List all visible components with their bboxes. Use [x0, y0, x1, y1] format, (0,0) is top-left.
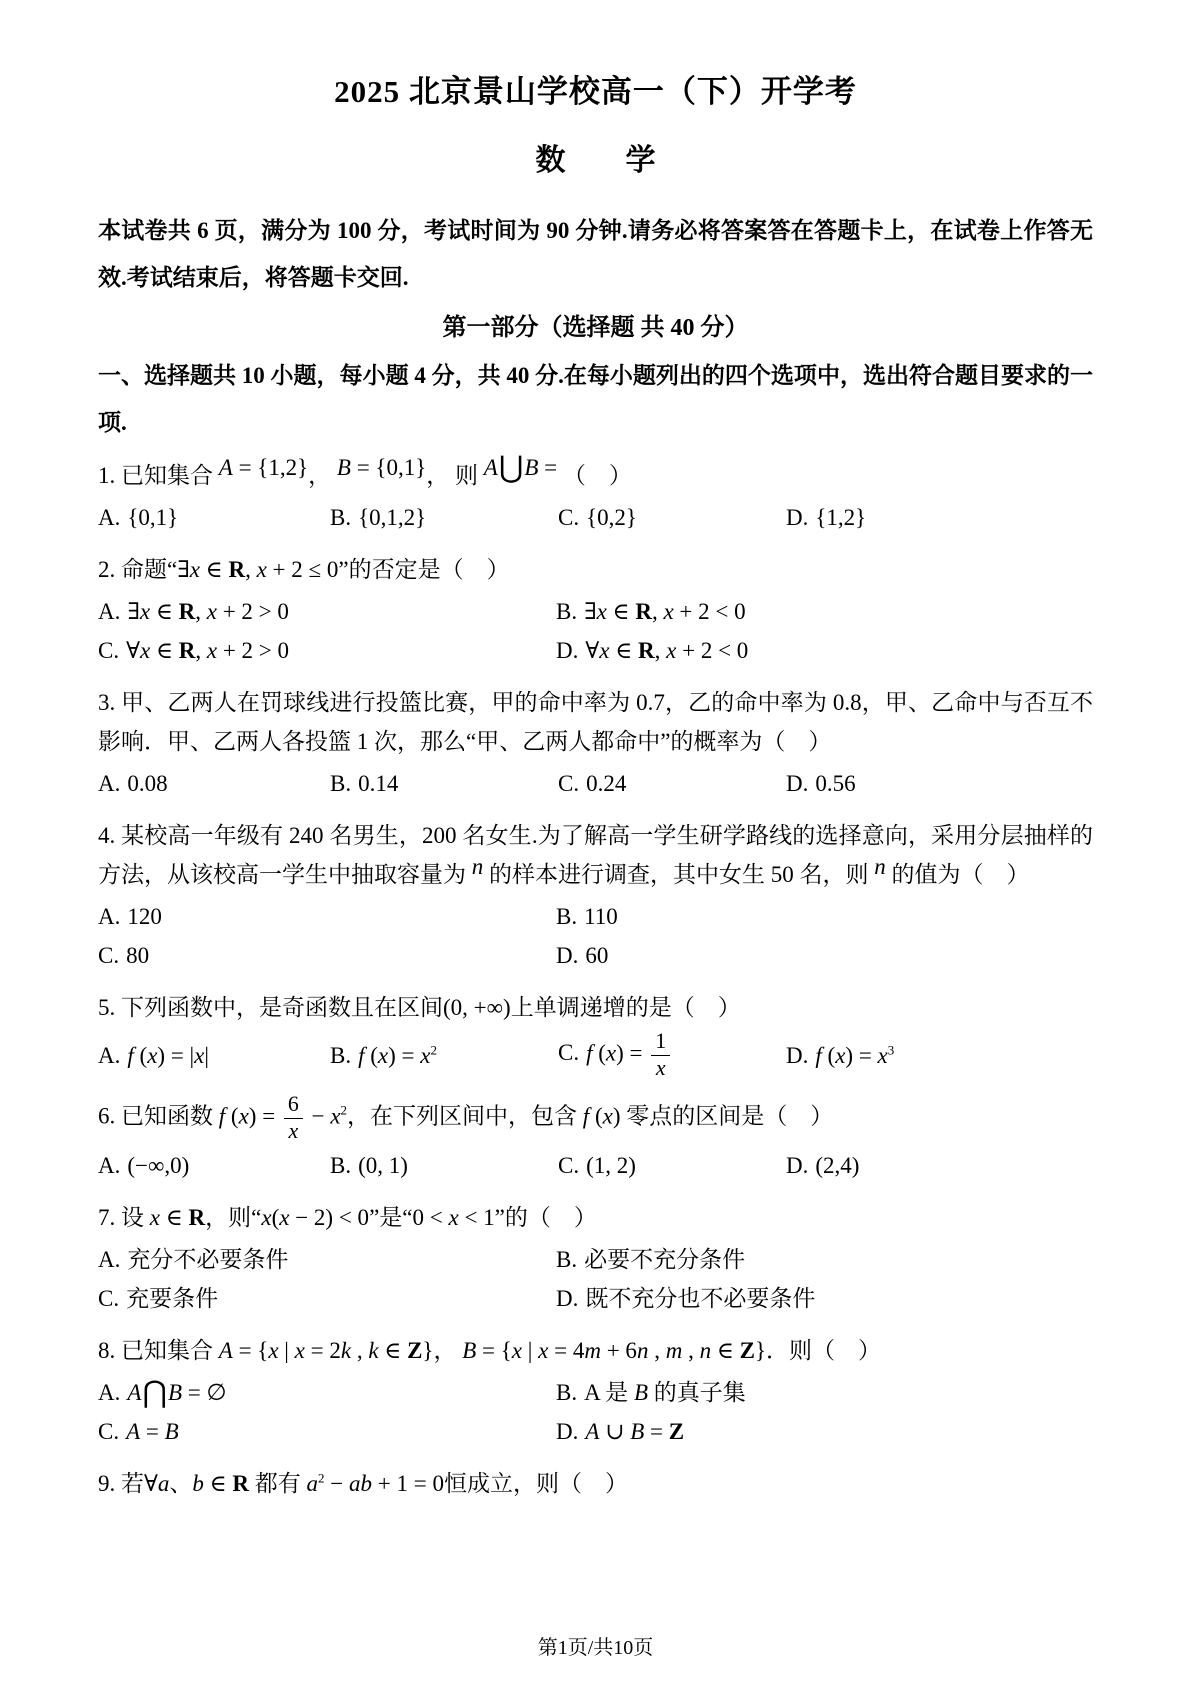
question-1-option-D [786, 498, 1093, 537]
question-1 [98, 451, 1093, 537]
text-segment: ”是“ [369, 1205, 413, 1231]
question-8-option-C [98, 1412, 556, 1451]
math-superscript: 2 [318, 1470, 325, 1486]
text-segment: 0.24 [586, 771, 627, 796]
math-segment: , x + 2 < 0 [654, 638, 749, 663]
question-8-stem [98, 1331, 1093, 1370]
math-segment: n [874, 854, 886, 879]
text-segment: 0.08 [127, 771, 168, 796]
math-segment: ∃x ∈ [127, 599, 179, 624]
option-label: A. [98, 599, 121, 624]
text-segment: （ ） [562, 463, 632, 488]
question-5 [98, 988, 1093, 1080]
option-label: B. [330, 505, 352, 530]
section1-instructions: 一、选择题共 10 小题，每小题 4 分，共 40 分.在每小题列出的四个选项中，选出符合题目要求的一项. [98, 363, 1093, 435]
text-segment: 7. 设 [98, 1205, 150, 1231]
text-segment: 的样本进行调查，其中女生 50 名，则 [483, 862, 875, 887]
math-segment: ∀x ∈ [126, 638, 179, 663]
text-segment: 110 [584, 904, 618, 929]
question-3-stem [98, 683, 1093, 761]
question-7-option-C [98, 1279, 556, 1318]
option-label: A. [98, 1153, 121, 1179]
question-6-option-C [558, 1146, 786, 1185]
text-segment: 2. 命题“ [98, 557, 178, 582]
text-segment: 6. 已知函数 [98, 1103, 219, 1129]
math-segment: , x + 2 > 0 [195, 638, 290, 663]
math-segment: A [483, 455, 498, 480]
fraction [284, 1093, 303, 1143]
question-4-option-A [98, 897, 556, 936]
text-segment: 的真子集 [648, 1380, 746, 1406]
text-segment: ，在下列区间中，包含 [347, 1103, 583, 1129]
math-segment: f (x) [582, 1103, 621, 1129]
math-segment: a [306, 1471, 319, 1497]
question-8 [98, 1331, 1093, 1451]
option-label: C. [558, 1153, 580, 1179]
question-7-option-A [98, 1240, 556, 1279]
text-segment: 都有 [249, 1471, 307, 1497]
question-6-options [98, 1146, 1093, 1185]
text-segment: 5. 下列函数中，是奇函数且在区间 [98, 995, 443, 1020]
text-segment: 充分不必要条件 [127, 1247, 289, 1273]
option-label: D. [786, 505, 809, 530]
question-2-stem [98, 550, 1093, 589]
option-label: D. [556, 638, 579, 663]
option-label: B. [330, 771, 352, 796]
math-segment: f (x) = x [358, 1042, 431, 1068]
math-segment: B = ∅ [167, 1380, 227, 1406]
text-segment: 120 [127, 904, 162, 929]
exam-title: 2025 北京景山学校高一（下）开学考 [334, 74, 857, 109]
math-bold-set-symbol: R [228, 557, 246, 582]
question-1-option-A [98, 498, 330, 537]
big-operator: ⋂ [142, 1376, 167, 1410]
question-4-options [98, 897, 1093, 975]
question-5-option-D [786, 1036, 1093, 1075]
text-segment: ， [433, 1338, 463, 1364]
option-label: B. [556, 1247, 578, 1273]
question-6-option-D [786, 1146, 1093, 1185]
option-label: B. [556, 599, 578, 624]
question-3-options [98, 764, 1093, 803]
math-bold-set-symbol: R [635, 599, 652, 624]
option-label: A. [98, 1247, 121, 1273]
question-7-options [98, 1240, 1093, 1318]
option-label: B. [330, 1153, 352, 1179]
question-3-option-B [330, 764, 558, 803]
fraction-denominator: x [655, 1055, 666, 1080]
question-1-option-B [330, 498, 558, 537]
question-8-option-B [556, 1373, 1093, 1412]
question-9 [98, 1464, 1093, 1503]
question-4 [98, 816, 1093, 975]
math-segment: B = [524, 455, 563, 480]
option-label: C. [98, 638, 120, 663]
question-5-options [98, 1030, 1093, 1080]
math-segment: , x + 2 < 0 [651, 599, 746, 624]
option-label: A. [98, 1380, 121, 1406]
text-segment: ”的否定是（ ） [338, 557, 510, 582]
option-label: C. [558, 505, 580, 530]
question-1-options [98, 498, 1093, 537]
question-3-option-D [786, 764, 1093, 803]
math-segment: f (x) = [586, 1040, 649, 1066]
math-segment: ∀x ∈ [585, 638, 639, 663]
math-segment: x(x − 2) < 0 [261, 1205, 370, 1231]
question-6-option-A [98, 1146, 330, 1185]
math-bold-set-symbol: Z [668, 1419, 685, 1445]
question-5-option-C [558, 1030, 786, 1080]
part1-heading: 第一部分（选择题 共 40 分） [442, 315, 749, 341]
math-superscript: 2 [340, 1102, 348, 1118]
text-segment: ”的（ ） [494, 1205, 597, 1231]
option-label: C. [98, 1286, 120, 1312]
option-label: D. [786, 1153, 809, 1179]
question-7-option-D [556, 1279, 1093, 1318]
text-segment: 的值为（ ） [885, 862, 1030, 887]
option-label: D. [556, 943, 579, 968]
text-segment: 0.14 [358, 771, 399, 796]
math-segment: } [422, 1338, 434, 1364]
question-4-option-D [556, 936, 1093, 975]
text-segment: 上单调递增的是（ ） [510, 995, 741, 1020]
question-4-stem [98, 816, 1093, 894]
question-2-option-B [556, 592, 1093, 631]
math-segment: (−∞,0) [127, 1153, 190, 1179]
text-segment: 恒成立，则（ ） [443, 1471, 628, 1497]
text-segment: ，则“ [205, 1205, 262, 1231]
math-superscript: 2 [430, 1041, 437, 1057]
question-4-option-C [98, 936, 556, 975]
math-segment: , x + 2 > 0 [195, 599, 289, 624]
math-segment: ∃x ∈ [584, 599, 636, 624]
question-6-stem [98, 1093, 1093, 1143]
math-segment: {1,2} [815, 505, 867, 530]
math-segment: B = {0,1} [336, 455, 427, 480]
math-segment: − ab + 1 = 0 [324, 1471, 444, 1497]
question-2 [98, 550, 1093, 670]
question-3 [98, 683, 1093, 803]
math-segment: , x + 2 ≤ 0 [245, 557, 339, 582]
option-label: C. [98, 943, 120, 968]
text-segment: 4. 某校高一年级有 240 名男生，200 名女生.为了解高一学生研学路线的选择意向，采用分层抽样的方法，从该校高一学生中抽取容量为 [98, 823, 1093, 887]
math-segment: } [754, 1338, 766, 1364]
question-7-stem [98, 1198, 1093, 1237]
math-bold-set-symbol: R [178, 638, 196, 663]
math-segment: n [471, 854, 484, 879]
question-5-option-B [330, 1036, 558, 1075]
question-9-stem [98, 1464, 1093, 1503]
math-bold-set-symbol: R [232, 1471, 250, 1497]
question-1-option-C [558, 498, 786, 537]
question-5-option-A [98, 1036, 330, 1075]
page-footer: 第1页/共10页 [537, 1637, 654, 1659]
text-segment: 60 [585, 943, 609, 968]
math-segment: ∃x ∈ [177, 557, 229, 582]
math-segment: (0, 1) [358, 1153, 408, 1179]
math-bold-set-symbol: R [178, 599, 196, 624]
option-label: B. [556, 1380, 578, 1406]
math-segment: B [633, 1380, 648, 1406]
subject-title: 数 学 [535, 144, 656, 177]
math-segment: b ∈ [192, 1471, 233, 1497]
question-2-option-C [98, 631, 556, 670]
math-segment: − x [305, 1103, 341, 1129]
question-1-stem [98, 451, 1093, 495]
math-segment: A [127, 1380, 142, 1406]
text-segment: 9. 若 [98, 1471, 144, 1497]
question-5-stem [98, 988, 1093, 1027]
fraction-numerator: 1 [651, 1030, 670, 1056]
math-segment: f (x) = x [815, 1042, 888, 1068]
math-segment: {0,1} [127, 505, 179, 530]
text-segment: 1. 已知集合 [98, 463, 219, 488]
math-segment: A = B [126, 1419, 179, 1445]
option-label: C. [558, 771, 580, 796]
math-segment: (2,4) [815, 1153, 860, 1179]
math-segment: {0,1,2} [358, 505, 427, 530]
question-6-option-B [330, 1146, 558, 1185]
math-segment: ∀a [144, 1471, 170, 1497]
question-6 [98, 1093, 1093, 1185]
option-label: D. [786, 771, 809, 796]
text-segment: 必要不充分条件 [584, 1247, 746, 1273]
math-segment: 0 < x < 1 [412, 1205, 495, 1231]
question-8-option-A [98, 1373, 556, 1412]
fraction [651, 1030, 670, 1080]
option-label: A. [98, 1042, 121, 1068]
option-label: C. [558, 1040, 580, 1066]
math-segment: f (x) = [218, 1103, 281, 1129]
question-2-options [98, 592, 1093, 670]
option-label: C. [98, 1419, 120, 1445]
fraction-denominator: x [288, 1118, 299, 1143]
math-bold-set-symbol: R [638, 638, 655, 663]
text-segment: 充要条件 [126, 1286, 219, 1312]
option-label: B. [556, 904, 578, 929]
option-label: A. [98, 771, 121, 796]
math-segment: B = {x | x = 4m + 6n , m , n ∈ [462, 1338, 740, 1364]
question-7 [98, 1198, 1093, 1318]
option-label: D. [556, 1286, 579, 1312]
math-segment: x ∈ [149, 1205, 189, 1231]
math-segment: f (x) = |x| [127, 1042, 209, 1068]
question-7-option-B [556, 1240, 1093, 1279]
math-bold-set-symbol: Z [407, 1338, 423, 1364]
big-operator: ⋃ [498, 451, 524, 484]
option-label: A. [98, 904, 121, 929]
question-8-options [98, 1373, 1093, 1451]
math-segment: (0, +∞) [443, 995, 511, 1020]
text-segment: ， [308, 463, 337, 488]
option-label: D. [556, 1419, 579, 1445]
text-segment: ．则（ ） [765, 1338, 881, 1364]
math-segment: (1, 2) [586, 1153, 636, 1179]
text-segment: 0.56 [815, 771, 856, 796]
math-bold-set-symbol: Z [739, 1338, 755, 1364]
option-label: B. [330, 1042, 352, 1068]
math-segment: {0,2} [586, 505, 637, 530]
question-4-option-B [556, 897, 1093, 936]
question-3-option-C [558, 764, 786, 803]
text-segment: 、 [169, 1471, 193, 1497]
math-bold-set-symbol: R [188, 1205, 206, 1231]
question-2-option-A [98, 592, 556, 631]
option-label: D. [786, 1042, 809, 1068]
text-segment: 8. 已知集合 [98, 1338, 219, 1364]
math-segment: A = {1,2} [218, 455, 309, 480]
questions-list [98, 451, 1093, 1503]
text-segment: 零点的区间是（ ） [620, 1103, 834, 1129]
question-3-option-A [98, 764, 330, 803]
text-segment: 80 [126, 943, 150, 968]
text-segment: ， 则 [426, 463, 484, 488]
text-segment: 既不充分也不必要条件 [585, 1286, 816, 1312]
text-segment: A 是 [584, 1380, 634, 1406]
fraction-numerator: 6 [284, 1093, 303, 1119]
math-segment: A = {x | x = 2k , k ∈ [218, 1338, 408, 1364]
exam-notice: 本试卷共 6 页，满分为 100 分，考试时间为 90 分钟.请务必将答案答在答题卡上，在试卷上作答无效.考试结束后，将答题卡交回. [98, 218, 1093, 290]
math-segment: A ∪ B = [585, 1419, 669, 1445]
option-label: A. [98, 505, 121, 530]
math-superscript: 3 [887, 1041, 895, 1057]
question-8-option-D [556, 1412, 1093, 1451]
text-segment: 3. 甲、乙两人在罚球线进行投篮比赛，甲的命中率为 0.7，乙的命中率为 0.8，甲、乙命中与否互不影响．甲、乙两人各投篮 1 次，那么“甲、乙两人都命中”的概率为（ ） [98, 690, 1093, 754]
question-2-option-D [556, 631, 1093, 670]
